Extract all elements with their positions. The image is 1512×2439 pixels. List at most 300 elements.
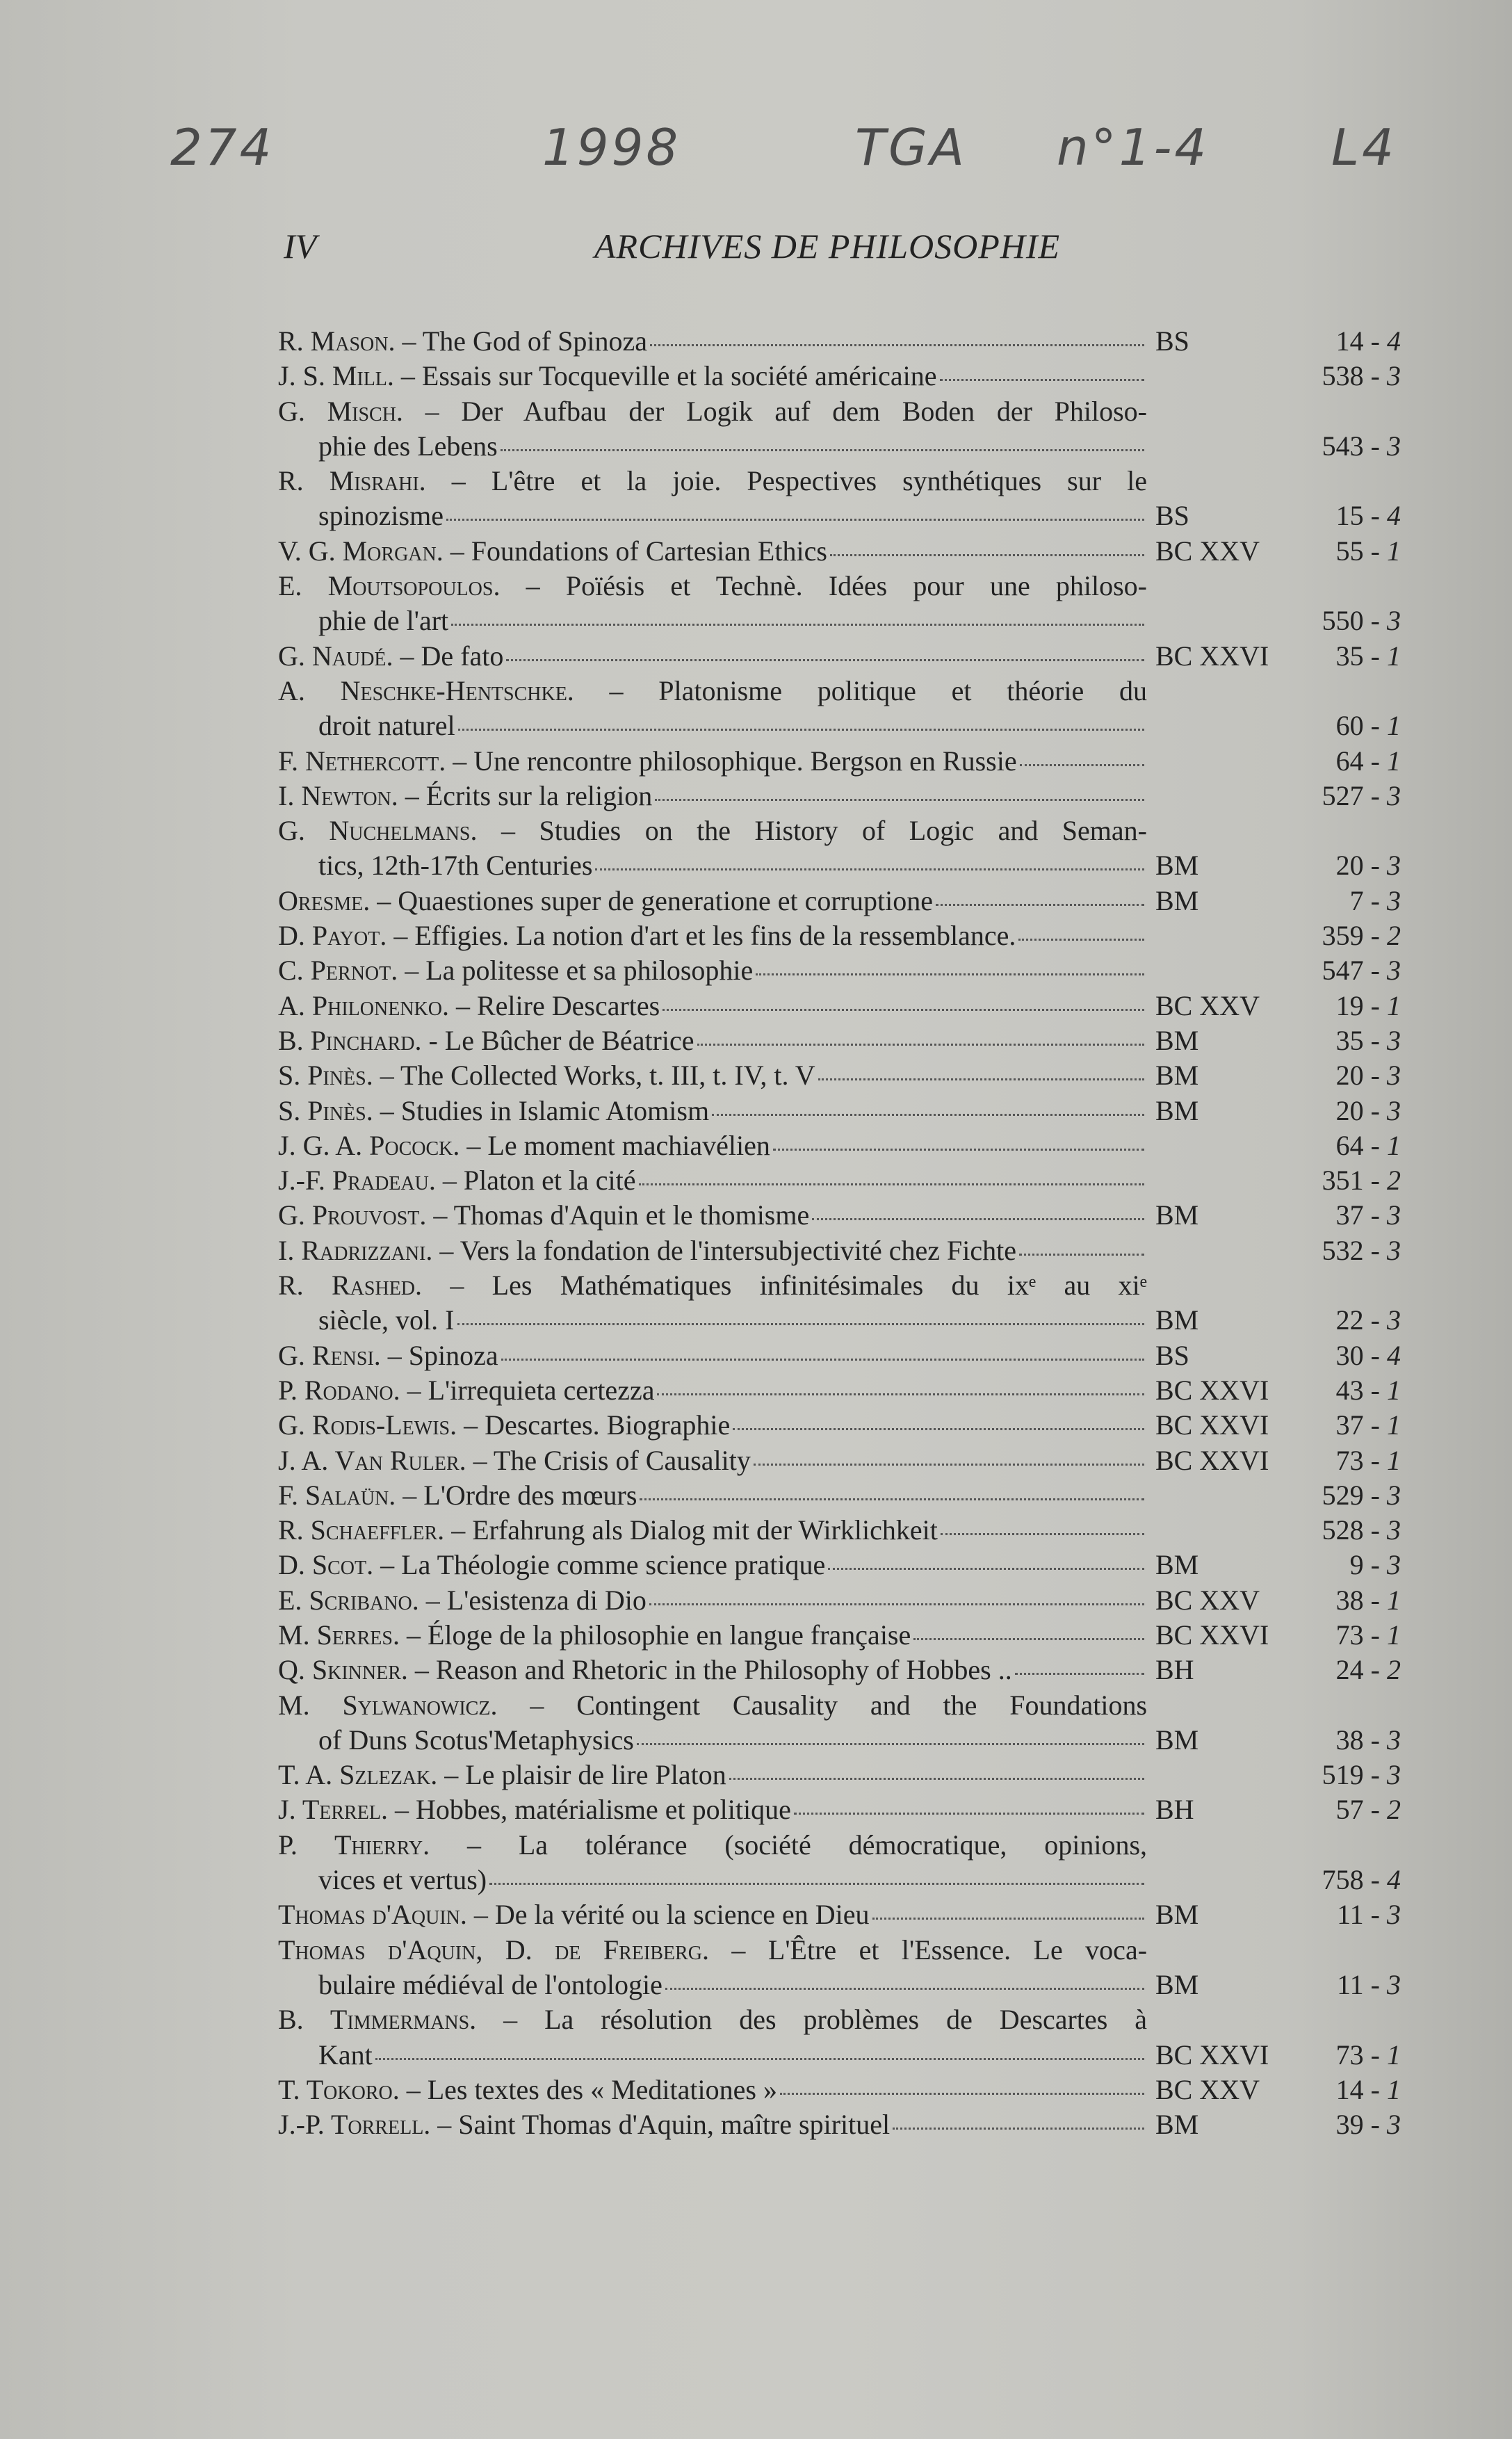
entry-title-text: – La résolution des problèmes de Descartes à xyxy=(503,2004,1147,2036)
entry-main xyxy=(318,1303,1147,1338)
entry-author: R. Misrahi. xyxy=(278,465,426,497)
page-reference xyxy=(1290,1513,1401,1548)
page-number-value: 35 - xyxy=(1335,1024,1387,1056)
page-reference xyxy=(1290,603,1401,638)
entry-title-fragment: phie de l'art xyxy=(318,605,449,637)
index-entry xyxy=(278,1583,1404,1618)
issue-number: 3 xyxy=(1387,605,1401,637)
entry-title-line xyxy=(278,2002,1147,2037)
entry-title-text: – Platonisme politique et théorie du xyxy=(609,674,1147,706)
issue-number: 3 xyxy=(1387,1899,1401,1931)
entry-main xyxy=(278,1513,1147,1548)
issue-number: 3 xyxy=(1387,1024,1401,1056)
entry-title-text xyxy=(318,499,444,533)
entry-main xyxy=(278,953,1147,988)
bulletin-code: BS xyxy=(1155,1339,1189,1371)
bulletin-code: BC XXVI xyxy=(1155,1409,1269,1441)
entry-title-fragment: – L'esistenza di Dio xyxy=(425,1584,647,1616)
bulletin-code: BM xyxy=(1155,1060,1199,1092)
issue-number: 3 xyxy=(1387,1759,1401,1791)
page-reference xyxy=(1290,1723,1401,1758)
entry-author: S. Pinès. xyxy=(278,1094,373,1126)
page-reference xyxy=(1290,1653,1401,1687)
entry-main xyxy=(278,1373,1147,1408)
page-reference xyxy=(1290,953,1401,988)
entry-last-line xyxy=(278,359,1404,394)
page-number-value: 359 - xyxy=(1322,920,1387,952)
entry-title-fragment: – Thomas d'Aquin et le thomisme xyxy=(433,1199,810,1231)
entry-title-text xyxy=(318,1303,455,1338)
entry-main xyxy=(278,1618,1147,1653)
index-entry xyxy=(278,1618,1404,1653)
entry-author: J. Terrel. xyxy=(278,1794,388,1826)
entry-title-line xyxy=(278,1688,1147,1723)
leader-dots xyxy=(756,973,1144,975)
leader-dots xyxy=(754,1464,1144,1466)
page-reference xyxy=(1290,1618,1401,1653)
entry-title-fragment: – L'irrequieta certezza xyxy=(407,1374,655,1406)
entry-author: B. Timmermans. xyxy=(278,2004,477,2036)
bulletin-code: BC XXV xyxy=(1155,989,1260,1021)
entry-last-line xyxy=(278,1303,1404,1338)
entry-title-line xyxy=(278,1268,1147,1303)
bulletin-code: BM xyxy=(1155,884,1199,916)
entry-last-line xyxy=(278,1478,1404,1513)
entry-title-text xyxy=(278,1583,647,1618)
issue-number: 3 xyxy=(1387,1304,1401,1336)
entry-main xyxy=(278,359,1147,394)
index-entry xyxy=(278,1443,1404,1478)
entry-title-text xyxy=(278,1548,825,1582)
issue-number: 2 xyxy=(1387,920,1401,952)
page-number-value: 35 - xyxy=(1335,640,1387,672)
entry-main xyxy=(278,639,1147,674)
entry-last-line xyxy=(278,429,1404,464)
bulletin-code: BM xyxy=(1155,1094,1199,1126)
page-reference xyxy=(1290,989,1401,1023)
index-entry xyxy=(278,1268,1404,1338)
handwritten-issue-range: n°1-4 xyxy=(1057,118,1210,177)
entry-title-line xyxy=(278,1933,1147,1968)
entry-author: B. Pinchard. xyxy=(278,1024,422,1056)
entry-last-line xyxy=(278,2107,1404,2142)
leader-dots xyxy=(872,1918,1144,1920)
index-entry xyxy=(278,1513,1404,1548)
entry-main xyxy=(278,1583,1147,1618)
entry-last-line xyxy=(278,1233,1404,1268)
issue-number: 1 xyxy=(1387,2073,1401,2105)
entry-title-line xyxy=(278,813,1147,848)
page-reference xyxy=(1290,1443,1401,1478)
index-entry xyxy=(278,1233,1404,1268)
entry-last-line xyxy=(278,1338,1404,1373)
index-entry xyxy=(278,394,1404,464)
entry-author: C. Pernot. xyxy=(278,955,398,987)
entry-last-line xyxy=(278,1408,1404,1443)
page-number-value: 538 - xyxy=(1322,360,1387,392)
entry-title-fragment: – De la vérité ou la science en Dieu xyxy=(473,1899,870,1931)
issue-number: 3 xyxy=(1387,1234,1401,1266)
entry-title-fragment: – Hobbes, matérialisme et politique xyxy=(394,1794,791,1826)
leader-dots xyxy=(1020,764,1144,766)
entry-last-line xyxy=(278,1094,1404,1128)
entry-title-text xyxy=(278,534,827,569)
entry-title-fragment: – Le plaisir de lire Platon xyxy=(444,1759,726,1791)
page-reference xyxy=(1290,1863,1401,1897)
entry-last-line xyxy=(278,1548,1404,1582)
entry-title-text xyxy=(278,1792,791,1827)
entry-title-fragment: droit naturel xyxy=(318,710,455,742)
entry-author: E. Scribano. xyxy=(278,1584,419,1616)
bulletin-code: BC XXVI xyxy=(1155,640,1269,672)
page-reference xyxy=(1290,2107,1401,2142)
entry-main xyxy=(278,1792,1147,1827)
entry-author: R. Mason. xyxy=(278,325,396,357)
issue-number: 1 xyxy=(1387,1619,1401,1651)
page-reference xyxy=(1290,499,1401,533)
leader-dots xyxy=(639,1183,1144,1185)
page-reference xyxy=(1290,708,1401,743)
index-entry xyxy=(278,1338,1404,1373)
page-number-value: 64 - xyxy=(1335,745,1387,777)
entry-title-text xyxy=(278,2073,777,2107)
page-reference xyxy=(1290,324,1401,359)
entry-title-fragment: spinozisme xyxy=(318,500,444,532)
issue-number: 1 xyxy=(1387,710,1401,742)
entry-author: G. Misch. xyxy=(278,395,403,427)
entry-author: J. A. Van Ruler. xyxy=(278,1444,466,1476)
entry-title-fragment: – Spinoza xyxy=(387,1339,498,1371)
index-entry xyxy=(278,1023,1404,1058)
page-reference xyxy=(1290,429,1401,464)
entry-title-fragment: – The Collected Works, t. III, t. IV, t. V xyxy=(380,1060,815,1092)
page-reference xyxy=(1290,779,1401,813)
page-reference xyxy=(1290,1198,1401,1233)
issue-number: 3 xyxy=(1387,1724,1401,1756)
handwritten-ref-number: 274 xyxy=(170,118,275,177)
entry-title-fragment: – Vers la fondation de l'intersubjectivité chez Fichte xyxy=(439,1234,1016,1266)
leader-dots xyxy=(595,868,1144,870)
page-number-value: 37 - xyxy=(1335,1409,1387,1441)
entry-main xyxy=(278,1897,1147,1932)
leader-dots xyxy=(640,1498,1144,1500)
bulletin-code: BC XXV xyxy=(1155,1584,1260,1616)
entry-last-line xyxy=(278,1058,1404,1093)
page-reference xyxy=(1290,918,1401,953)
entry-title-fragment: - Le Bûcher de Béatrice xyxy=(428,1024,694,1056)
entry-title-text xyxy=(278,1233,1016,1268)
entry-author: T. Tokoro. xyxy=(278,2073,400,2105)
page-number-value: 15 - xyxy=(1335,500,1387,532)
entry-last-line xyxy=(278,1618,1404,1653)
bulletin-code: BC XXVI xyxy=(1155,1374,1269,1406)
entry-author: M. Sylwanowicz. xyxy=(278,1689,498,1721)
issue-number: 4 xyxy=(1387,1339,1401,1371)
issue-number: 3 xyxy=(1387,779,1401,811)
issue-number: 3 xyxy=(1387,1968,1401,2000)
page-number-value: 22 - xyxy=(1335,1304,1387,1336)
entry-title-text xyxy=(278,1618,911,1653)
entry-author: Oresme. xyxy=(278,884,371,916)
leader-dots xyxy=(1015,1673,1144,1675)
entry-title-text xyxy=(278,744,1017,779)
entry-last-line xyxy=(278,1163,1404,1198)
leader-dots xyxy=(773,1149,1144,1151)
page-reference xyxy=(1290,359,1401,394)
leader-dots xyxy=(457,1323,1145,1325)
entry-main xyxy=(318,1968,1147,2002)
entry-main xyxy=(278,1023,1147,1058)
entry-title-text: – Les Mathématiques infinitésimales du ixᵉ au xiᵉ xyxy=(450,1270,1147,1302)
page-number-value: 37 - xyxy=(1335,1199,1387,1231)
entry-title-fragment: phie des Lebens xyxy=(318,430,498,462)
entry-author: I. Radrizzani. xyxy=(278,1234,433,1266)
entry-title-fragment: siècle, vol. I xyxy=(318,1304,455,1336)
page-reference xyxy=(1290,1058,1401,1093)
entry-title-fragment: – The God of Spinoza xyxy=(402,325,648,357)
entry-title-text xyxy=(278,639,503,674)
issue-number: 3 xyxy=(1387,1060,1401,1092)
leader-dots xyxy=(657,1393,1144,1395)
entry-main xyxy=(278,534,1147,569)
bulletin-code: BS xyxy=(1155,325,1189,357)
page-reference xyxy=(1290,639,1401,674)
bulletin-code: BC XXV xyxy=(1155,2073,1260,2105)
entry-author: J.-P. Torrell. xyxy=(278,2109,431,2141)
leader-dots xyxy=(458,729,1144,731)
index-entry xyxy=(278,534,1404,569)
entry-title-text xyxy=(278,1897,870,1932)
entry-last-line xyxy=(278,1792,1404,1827)
entry-title-text xyxy=(278,1163,636,1198)
entry-main xyxy=(318,429,1147,464)
entry-title-fragment: – Erfahrung als Dialog mit der Wirklichkeit xyxy=(451,1514,938,1546)
leader-dots xyxy=(830,554,1144,556)
entry-title-text xyxy=(318,2038,373,2073)
index-entry xyxy=(278,1198,1404,1233)
index-entry xyxy=(278,1163,1404,1198)
entry-author: Thomas d'Aquin. xyxy=(278,1899,467,1931)
entry-title-fragment: – Éloge de la philosophie en langue française xyxy=(406,1619,911,1651)
issue-number: 1 xyxy=(1387,1409,1401,1441)
issue-number: 2 xyxy=(1387,1165,1401,1197)
page-number-value: 20 - xyxy=(1335,850,1387,882)
issue-number: 3 xyxy=(1387,884,1401,916)
page-number-value: 19 - xyxy=(1335,989,1387,1021)
entry-title-text xyxy=(278,359,937,394)
leader-dots xyxy=(649,1603,1144,1605)
page-number-value: 73 - xyxy=(1335,1444,1387,1476)
entry-main xyxy=(278,779,1147,813)
page-number-value: 543 - xyxy=(1322,430,1387,462)
entry-author: V. G. Morgan. xyxy=(278,535,444,567)
entry-last-line xyxy=(278,1583,1404,1618)
issue-number: 3 xyxy=(1387,430,1401,462)
page-reference xyxy=(1290,1968,1401,2002)
entry-author: G. Rodis-Lewis. xyxy=(278,1409,457,1441)
entry-author: I. Newton. xyxy=(278,779,398,811)
leader-dots xyxy=(662,1009,1144,1011)
index-entry xyxy=(278,1653,1404,1687)
entry-title-text xyxy=(278,2107,890,2142)
entry-title-line xyxy=(278,569,1147,603)
entry-title-fragment: – Saint Thomas d'Aquin, maître spirituel xyxy=(437,2109,891,2141)
entry-title-text: – Studies on the History of Logic and Seman- xyxy=(501,815,1147,847)
index-entry xyxy=(278,884,1404,918)
entry-main xyxy=(278,884,1147,918)
page-reference xyxy=(1290,2038,1401,2073)
entry-main xyxy=(278,1443,1147,1478)
page-reference xyxy=(1290,1408,1401,1443)
issue-number: 1 xyxy=(1387,535,1401,567)
entry-author: G. Prouvost. xyxy=(278,1199,427,1231)
entry-title-text: – La tolérance (société démocratique, opinions, xyxy=(466,1829,1148,1861)
index-entry xyxy=(278,2073,1404,2107)
page-reference xyxy=(1290,1094,1401,1128)
index-entry xyxy=(278,359,1404,394)
entry-main xyxy=(278,989,1147,1023)
entry-last-line xyxy=(278,1723,1404,1758)
index-entry xyxy=(278,1094,1404,1128)
page-number-value: 11 - xyxy=(1337,1968,1387,2000)
entry-title-text: – Contingent Causality and the Foundations xyxy=(530,1689,1148,1721)
entry-main xyxy=(318,603,1147,638)
entry-title-fragment: – Les textes des « Meditationes » xyxy=(406,2073,777,2105)
page-title: ARCHIVES DE PHILOSOPHIE xyxy=(594,227,1061,266)
entry-last-line xyxy=(278,534,1404,569)
bulletin-code: BM xyxy=(1155,1549,1199,1581)
entry-last-line xyxy=(278,744,1404,779)
entry-main xyxy=(278,1548,1147,1582)
entry-last-line xyxy=(278,1023,1404,1058)
entry-author: P. Rodano. xyxy=(278,1374,400,1406)
entry-title-fragment: – Quaestiones super de generatione et corruptione xyxy=(377,884,933,916)
entry-title-fragment: – Effigies. La notion d'art et les fins de la ressemblance. xyxy=(393,920,1016,952)
leader-dots xyxy=(665,1988,1144,1990)
page-reference xyxy=(1290,1548,1401,1582)
page-number-value: 60 - xyxy=(1335,710,1387,742)
leader-dots xyxy=(893,2128,1144,2130)
leader-dots xyxy=(489,1883,1144,1885)
issue-number: 1 xyxy=(1387,640,1401,672)
entry-main xyxy=(278,744,1147,779)
index-entry xyxy=(278,639,1404,674)
issue-number: 2 xyxy=(1387,1654,1401,1686)
entry-author: A. Neschke-Hentschke. xyxy=(278,674,574,706)
entry-author: M. Serres. xyxy=(278,1619,400,1651)
bulletin-code: BH xyxy=(1155,1654,1194,1686)
index-list xyxy=(278,324,1404,2142)
entry-author: G. Rensi. xyxy=(278,1339,381,1371)
entry-main xyxy=(318,848,1147,883)
page-number: IV xyxy=(284,227,317,266)
handwritten-shelf-mark: L4 xyxy=(1331,118,1397,177)
index-entry xyxy=(278,464,1404,534)
entry-title-text xyxy=(318,1863,487,1897)
bulletin-code: BC XXVI xyxy=(1155,2039,1269,2071)
page-reference xyxy=(1290,1163,1401,1198)
entry-last-line xyxy=(278,918,1404,953)
entry-title-fragment: Kant xyxy=(318,2039,373,2071)
entry-main xyxy=(318,1863,1147,1897)
bulletin-code: BC XXVI xyxy=(1155,1619,1269,1651)
entry-title-text xyxy=(278,1758,726,1792)
page-number-value: 57 - xyxy=(1335,1794,1387,1826)
index-entry xyxy=(278,1828,1404,1898)
bulletin-code: BM xyxy=(1155,1199,1199,1231)
entry-title-text xyxy=(278,1198,809,1233)
page-reference xyxy=(1290,1023,1401,1058)
page-number-value: 9 - xyxy=(1349,1549,1387,1581)
entry-title-text xyxy=(318,848,592,883)
entry-last-line xyxy=(278,2073,1404,2107)
entry-main xyxy=(278,1128,1147,1163)
leader-dots xyxy=(375,2058,1144,2060)
entry-last-line xyxy=(278,1653,1404,1687)
entry-title-line xyxy=(278,1828,1147,1863)
index-entry xyxy=(278,1933,1404,2003)
page-number-value: 30 - xyxy=(1335,1339,1387,1371)
entry-title-fragment: – La politesse et sa philosophie xyxy=(405,955,754,987)
index-entry xyxy=(278,674,1404,744)
entry-title-text xyxy=(278,918,1016,953)
entry-last-line xyxy=(278,603,1404,638)
entry-title-text xyxy=(278,884,933,918)
leader-dots xyxy=(941,1533,1144,1535)
entry-title-line xyxy=(278,464,1147,499)
page-number-value: 519 - xyxy=(1322,1759,1387,1791)
page-number-value: 351 - xyxy=(1322,1165,1387,1197)
page-number-value: 38 - xyxy=(1335,1724,1387,1756)
leader-dots xyxy=(828,1568,1144,1570)
issue-number: 1 xyxy=(1387,1129,1401,1161)
entry-last-line xyxy=(278,1513,1404,1548)
entry-last-line xyxy=(278,324,1404,359)
page-number-value: 64 - xyxy=(1335,1129,1387,1161)
index-entry xyxy=(278,1688,1404,1758)
page-number-value: 7 - xyxy=(1349,884,1387,916)
entry-title-text xyxy=(278,1338,498,1373)
leader-dots xyxy=(794,1813,1144,1815)
entry-author: F. Salaün. xyxy=(278,1479,396,1511)
entry-main xyxy=(278,1163,1147,1198)
index-entry xyxy=(278,1548,1404,1582)
entry-main xyxy=(278,1094,1147,1128)
entry-title-line xyxy=(278,394,1147,429)
page-reference xyxy=(1290,744,1401,779)
entry-title-text xyxy=(318,429,498,464)
page-number-value: 14 - xyxy=(1335,2073,1387,2105)
leader-dots xyxy=(650,344,1144,346)
bulletin-code: BC XXVI xyxy=(1155,1444,1269,1476)
entry-author: J. S. Mill. xyxy=(278,360,394,392)
entry-author: P. Thierry. xyxy=(278,1829,430,1861)
bulletin-code: BM xyxy=(1155,850,1199,882)
page-reference xyxy=(1290,1583,1401,1618)
issue-number: 3 xyxy=(1387,2109,1401,2141)
page-number-value: 550 - xyxy=(1322,605,1387,637)
entry-title-fragment: – Écrits sur la religion xyxy=(405,779,653,811)
leader-dots xyxy=(936,904,1144,906)
index-entry xyxy=(278,779,1404,813)
entry-title-text xyxy=(278,989,660,1023)
entry-title-fragment: – Studies in Islamic Atomism xyxy=(380,1094,710,1126)
entry-title-text xyxy=(278,1443,751,1478)
entry-title-text xyxy=(278,1128,770,1163)
entry-title-text xyxy=(318,1968,662,2002)
issue-number: 1 xyxy=(1387,1444,1401,1476)
leader-dots xyxy=(940,379,1144,381)
